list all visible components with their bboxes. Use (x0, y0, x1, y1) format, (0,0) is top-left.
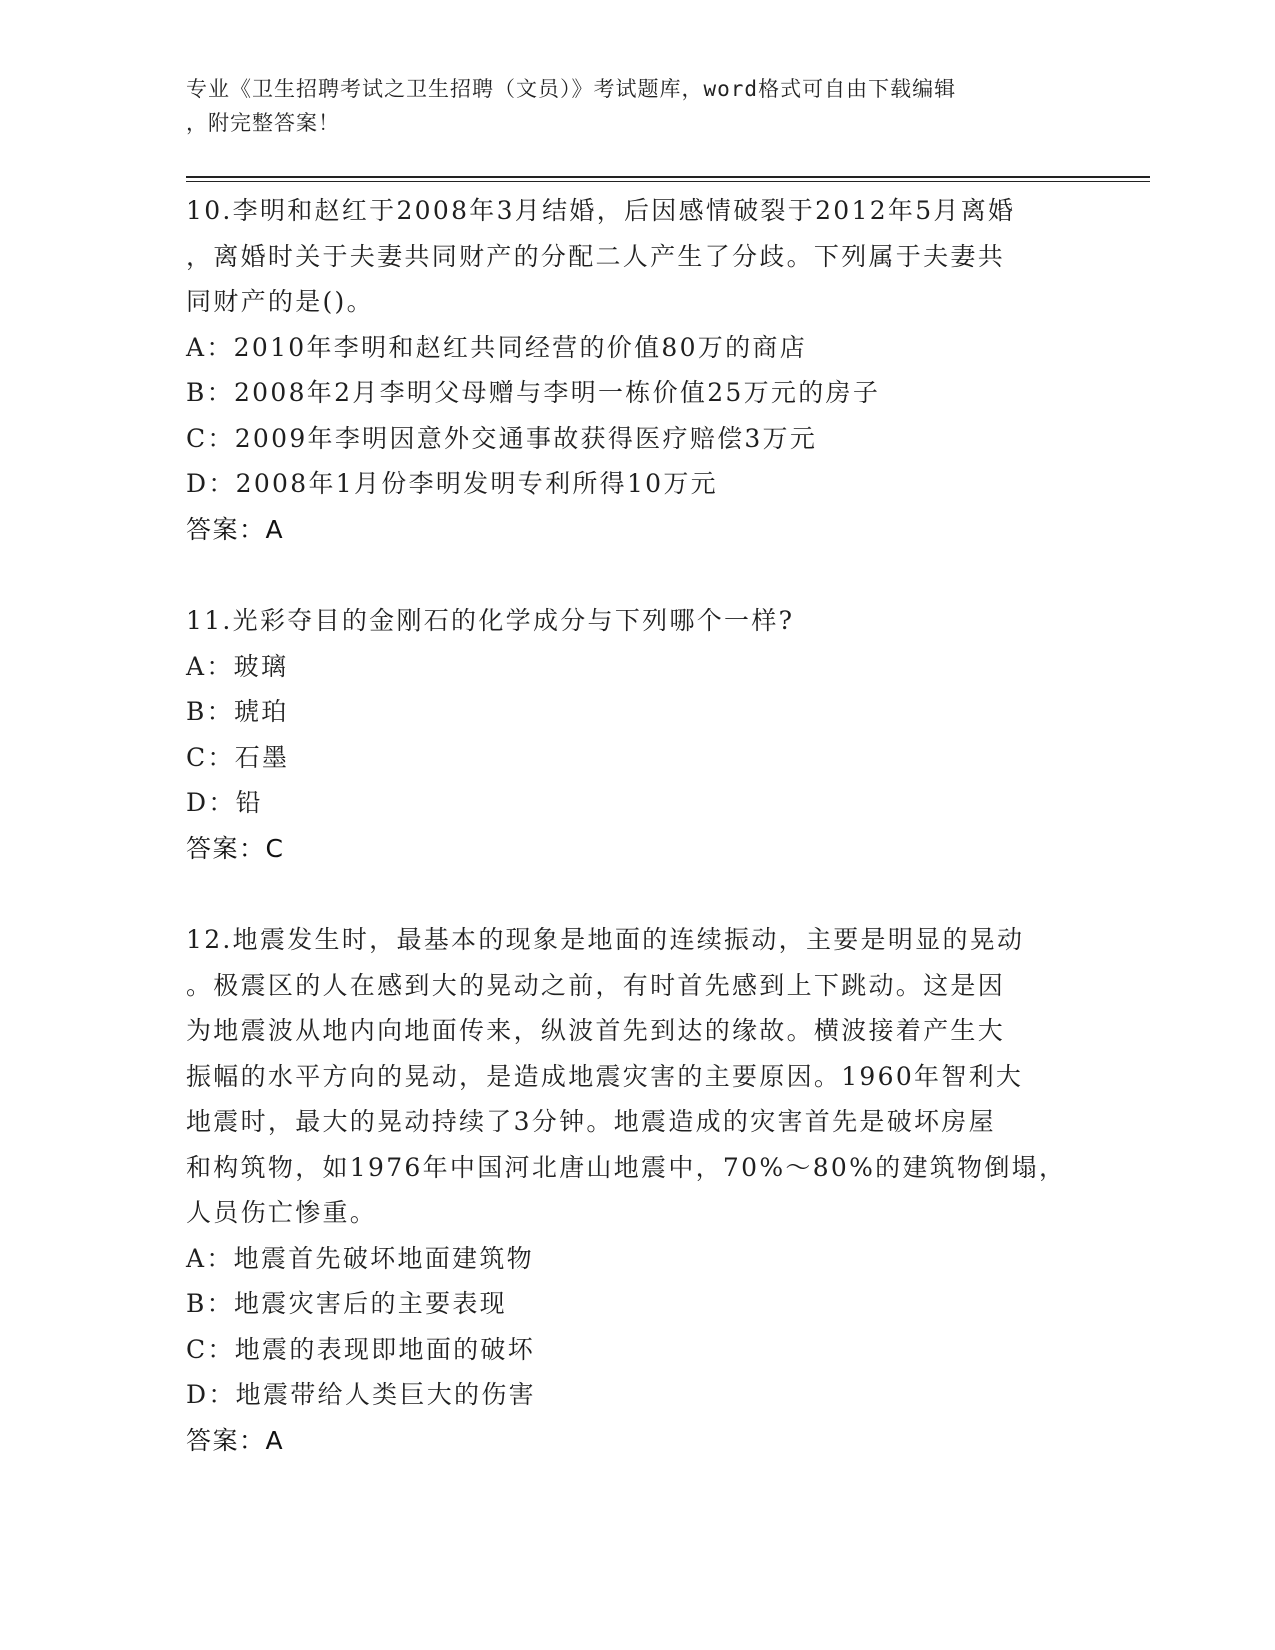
header-line: ，附完整答案！ (186, 111, 340, 135)
answer-label: 答案：C (186, 833, 285, 863)
option-a: A：2010年李明和赵红共同经营的价值80万的商店 (186, 332, 807, 362)
option-d: D：地震带给人类巨大的伤害 (186, 1380, 536, 1409)
question-stem-line: 和构筑物，如1976年中国河北唐山地震中，70%～80%的建筑物倒塌， (186, 1152, 1067, 1182)
option-c: C：2009年李明因意外交通事故获得医疗赔偿3万元 (186, 423, 818, 453)
question-stem-line: 10.李明和赵红于2008年3月结婚，后因感情破裂于2012年5月离婚 (186, 196, 1016, 225)
question-spacer (186, 552, 1086, 598)
header-divider (186, 176, 1150, 178)
question-stem-line: 为地震波从地内向地面传来，纵波首先到达的缘故。横波接着产生大 (186, 1016, 1006, 1045)
header-divider-thin (186, 181, 1150, 182)
document-header (186, 72, 1066, 140)
question-12 (186, 917, 1086, 1463)
question-spacer (186, 871, 1086, 917)
question-stem-line: 同财产的是()。 (186, 287, 374, 316)
answer-label: 答案：A (186, 514, 285, 544)
question-stem-line: 人员伤亡惨重。 (186, 1198, 378, 1227)
option-b: B：琥珀 (186, 697, 289, 726)
question-stem-line: 11.光彩夺目的金刚石的化学成分与下列哪个一样? (186, 606, 795, 635)
option-d: D：2008年1月份李明发明专利所得10万元 (186, 469, 718, 498)
answer-label: 答案：A (186, 1425, 285, 1455)
question-10 (186, 188, 1086, 552)
question-stem-line: 振幅的水平方向的晃动，是造成地震灾害的主要原因。1960年智利大 (186, 1061, 1024, 1091)
question-stem-line: 地震时，最大的晃动持续了3分钟。地震造成的灾害首先是破坏房屋 (186, 1107, 996, 1136)
header-line: 专业《卫生招聘考试之卫生招聘（文员）》考试题库，word格式可自由下载编辑 (186, 77, 957, 101)
option-a: A：玻璃 (186, 651, 289, 681)
option-d: D：铅 (186, 788, 263, 817)
question-list (186, 188, 1086, 1463)
option-c: C：地震的表现即地面的破坏 (186, 1334, 536, 1364)
option-a: A：地震首先破坏地面建筑物 (186, 1243, 534, 1273)
option-b: B：地震灾害后的主要表现 (186, 1289, 507, 1318)
option-b: B：2008年2月李明父母赠与李明一栋价值25万元的房子 (186, 378, 881, 407)
question-stem-line: 。极震区的人在感到大的晃动之前，有时首先感到上下跳动。这是因 (186, 970, 1006, 1000)
question-stem-line: 12.地震发生时，最基本的现象是地面的连续振动，主要是明显的晃动 (186, 925, 1025, 954)
question-11 (186, 598, 1086, 871)
option-c: C：石墨 (186, 742, 290, 772)
question-stem-line: ，离婚时关于夫妻共同财产的分配二人产生了分歧。下列属于夫妻共 (186, 241, 1006, 271)
